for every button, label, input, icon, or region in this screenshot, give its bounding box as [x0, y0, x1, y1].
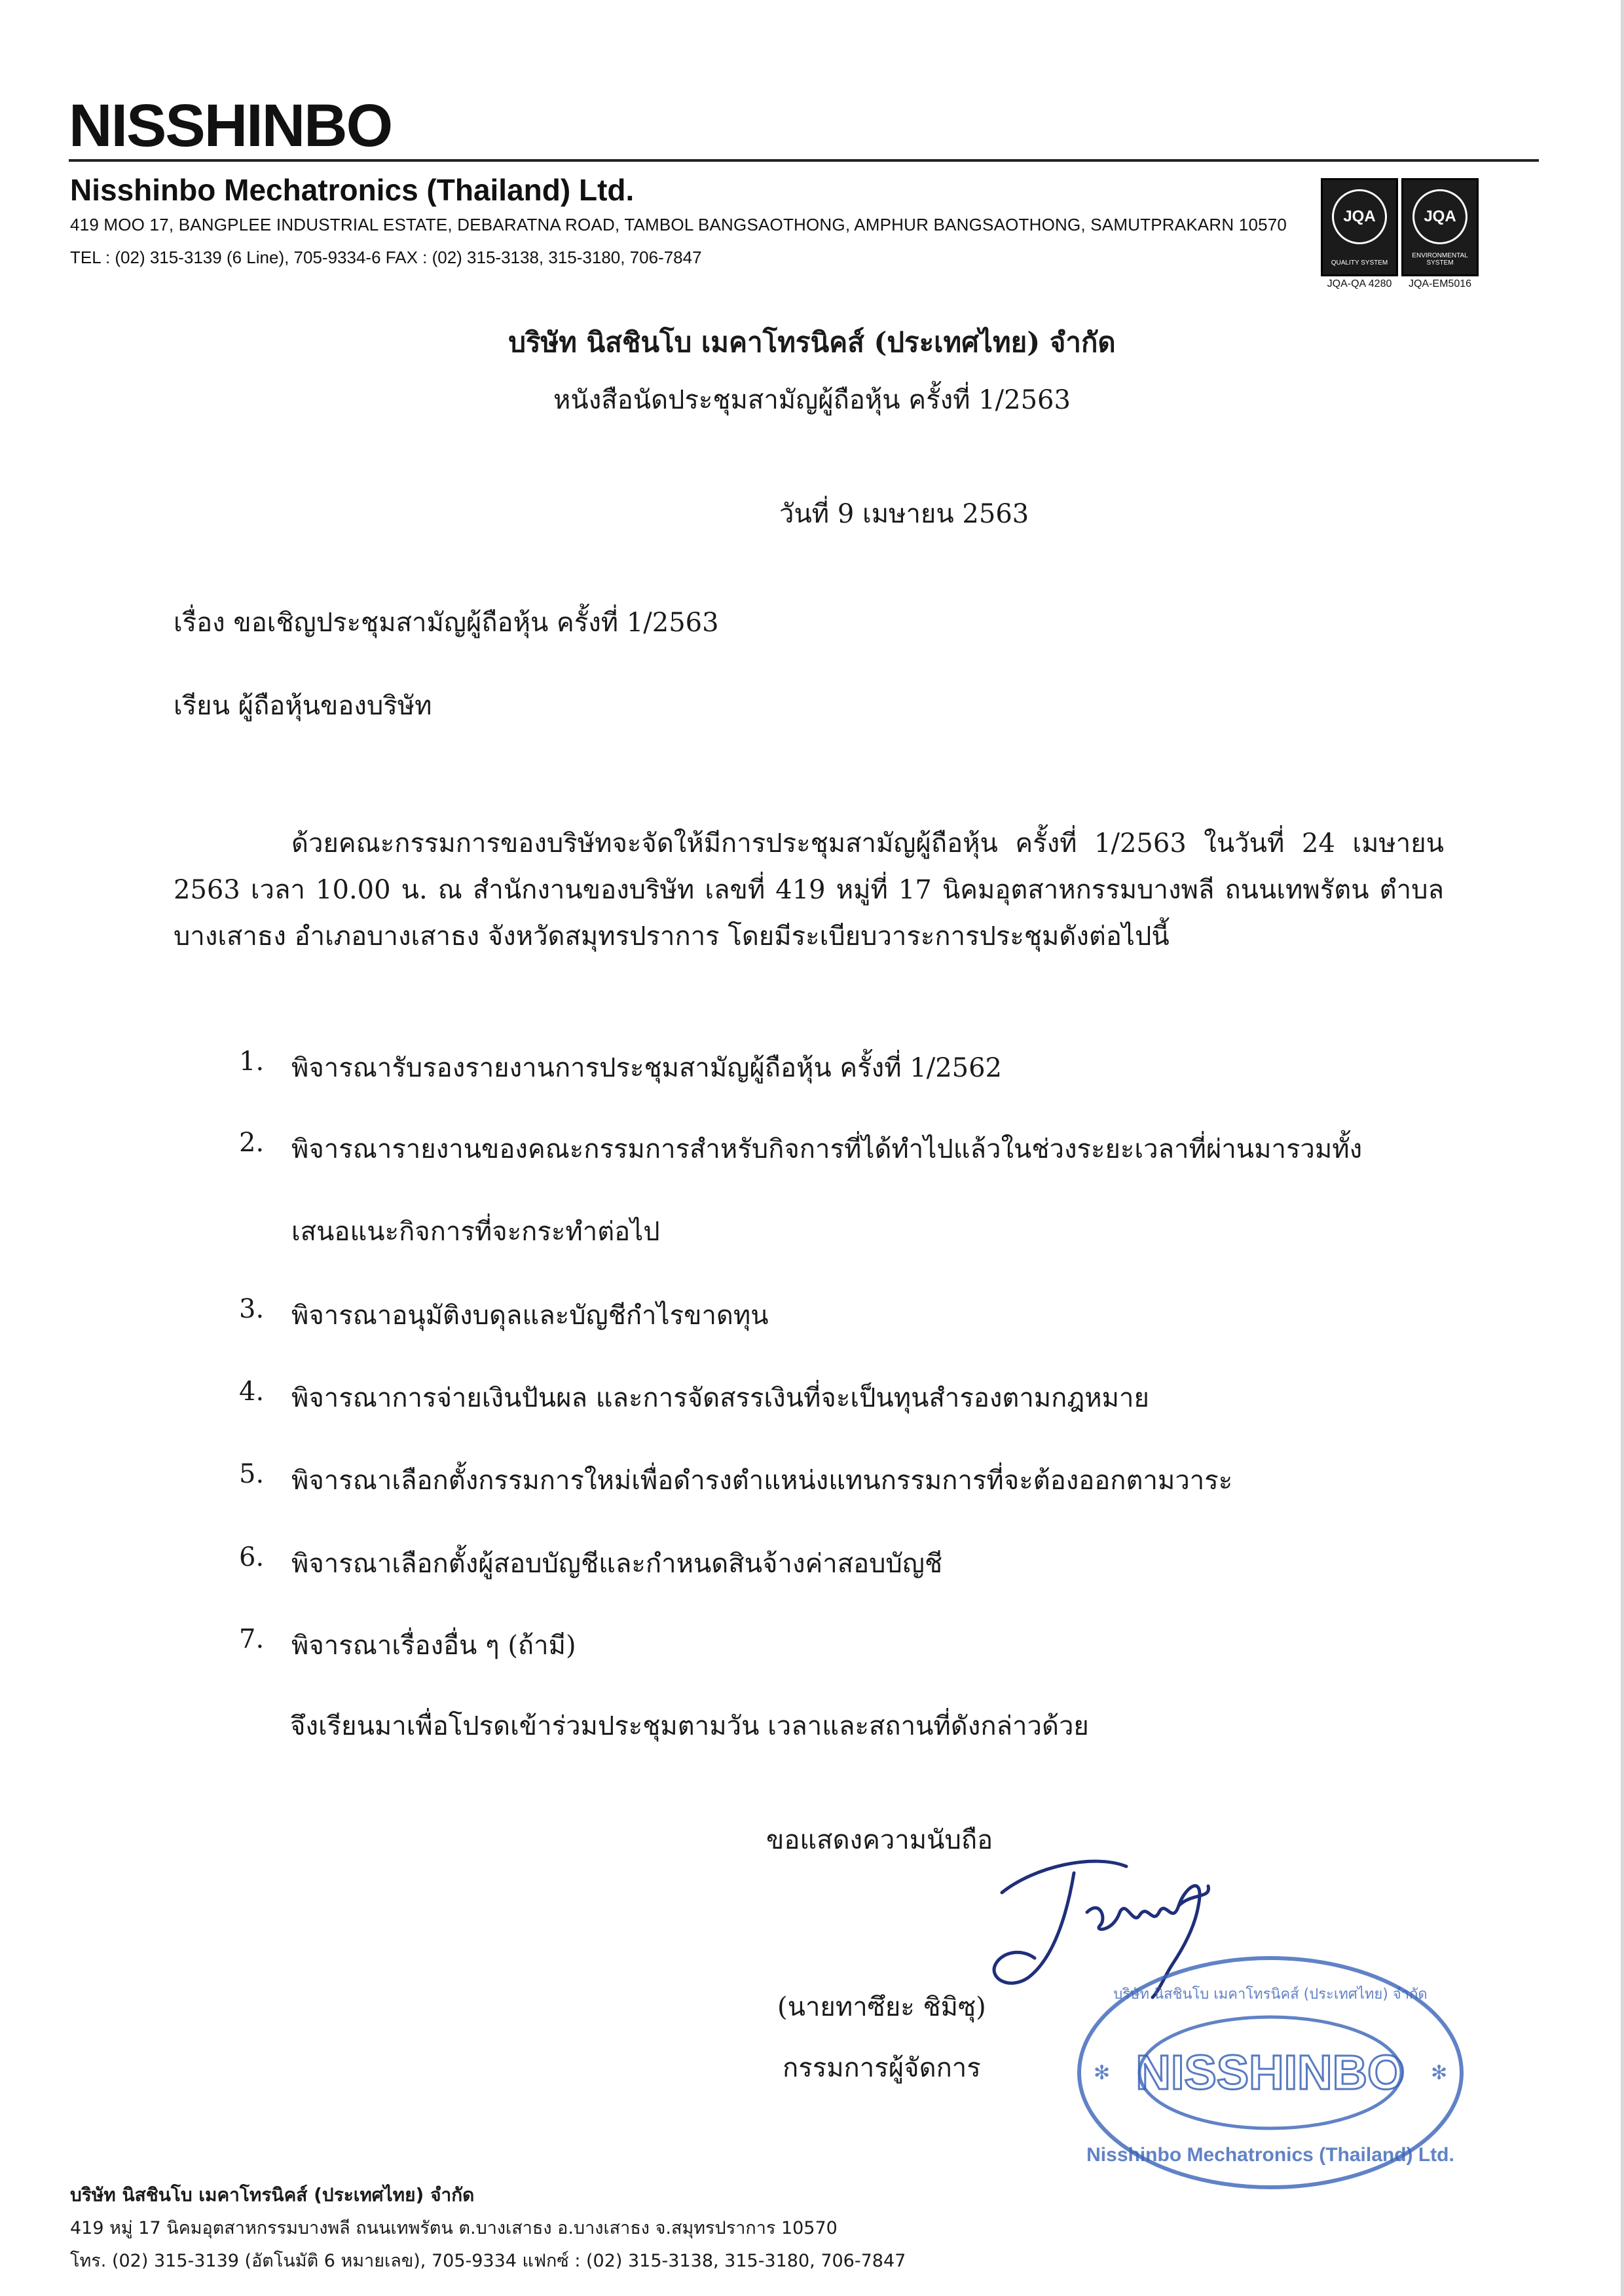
regards-line: ขอแสดงความนับถือ: [766, 1825, 993, 1855]
agenda-number: 6.: [239, 1542, 265, 1572]
page-edge: [1621, 0, 1624, 2296]
agenda-number: 4.: [239, 1377, 265, 1407]
logo-text: NISSHINBO: [69, 92, 392, 159]
cert-code: JQA-QA 4280: [1327, 278, 1392, 289]
cert-code: JQA-EM5016: [1408, 278, 1472, 289]
agenda-text: พิจารณาเรื่องอื่น ๆ (ถ้ามี): [291, 1631, 576, 1661]
quality-cert-badge: [1321, 178, 1398, 276]
header-divider: [69, 159, 1539, 162]
signer-name: (นายทาซึยะ ชิมิซุ): [777, 1992, 986, 2022]
environment-cert-badge: [1401, 178, 1479, 276]
agenda-text: พิจารณาการจ่ายเงินปันผล และการจัดสรรเงินที่จะเป็นทุนสำรองตามกฎหมาย: [291, 1383, 1149, 1413]
agenda-text: พิจารณาอนุมัติงบดุลและบัญชีกำไรขาดทุน: [291, 1301, 769, 1331]
company-stamp: [1074, 1952, 1467, 2194]
svg-text:✻: ✻: [1094, 2062, 1111, 2084]
agenda-number: 2.: [239, 1128, 265, 1158]
closing-line: จึงเรียนมาเพื่อโปรดเข้าร่วมประชุมตามวัน เวลาและสถานที่ดังกล่าวด้วย: [290, 1711, 1089, 1741]
intro-text: ด้วยคณะกรรมการของบริษัทจะจัดให้มีการประชุมสามัญผู้ถือหุ้น ครั้งที่ 1/2563 ในวันที่ 24 เมษายน 2563 เวลา 10.00 น. ณ สำนักงานของบริษัท เลขที่ 419 หมู่ที่ 17 นิคมอุตสาหกรรมบางพลี ถนนเทพรัตน ตำบลบางเสาธง อำเภอบางเสาธง จังหวัดสมุทรปราการ โดยมีระเบียบวาระการประชุมดังต่อไปนี้: [174, 828, 1444, 952]
company-name-en: Nisshinbo Mechatronics (Thailand) Ltd.: [70, 173, 635, 207]
company-contact-en: TEL : (02) 315-3139 (6 Line), 705-9334-6 FAX : (02) 315-3138, 315-3180, 706-7847: [70, 248, 702, 267]
cert-caption: QUALITY SYSTEM: [1331, 259, 1388, 267]
document-title: หนังสือนัดประชุมสามัญผู้ถือหุ้น ครั้งที่ 1/2563: [553, 385, 1071, 415]
agenda-text: เสนอแนะกิจการที่จะกระทำต่อไป: [291, 1217, 660, 1247]
svg-text:บริษัท นิสชินโบ เมคาโทรนิคส์ (: บริษัท นิสชินโบ เมคาโทรนิคส์ (ประเทศไทย) จำกัด: [1113, 1986, 1428, 2003]
svg-text:NISSHINBO: NISSHINBO: [1135, 2045, 1405, 2100]
agenda-text: พิจารณาเลือกตั้งกรรมการใหม่เพื่อดำรงตำแหน่งแทนกรรมการที่จะต้องออกตามวาระ: [291, 1466, 1233, 1496]
agenda-number: 7.: [239, 1624, 265, 1654]
signer-title: กรรมการผู้จัดการ: [783, 2053, 981, 2083]
cert-caption: ENVIRONMENTAL SYSTEM: [1412, 252, 1468, 267]
intro-paragraph: [174, 821, 1444, 960]
agenda-text: พิจารณาเลือกตั้งผู้สอบบัญชีและกำหนดสินจ้างค่าสอบบัญชี: [291, 1549, 943, 1579]
company-name-th: บริษัท นิสชินโบ เมคาโทรนิคส์ (ประเทศไทย) จำกัด: [508, 326, 1116, 358]
footer-company-name: บริษัท นิสชินโบ เมคาโทรนิคส์ (ประเทศไทย) จำกัด: [70, 2184, 475, 2206]
jqa-icon: JQA: [1412, 189, 1467, 244]
agenda-number: 5.: [239, 1459, 265, 1489]
company-logo: [69, 92, 392, 160]
company-address-en: 419 MOO 17, BANGPLEE INDUSTRIAL ESTATE, DEBARATNA ROAD, TAMBOL BANGSAOTHONG, AMPHUR BANGSAOTHONG, SAMUTPRAKARN 10570: [70, 215, 1287, 234]
agenda-text: พิจารณารับรองรายงานการประชุมสามัญผู้ถือหุ้น ครั้งที่ 1/2562: [291, 1053, 1002, 1083]
jqa-icon: JQA: [1332, 189, 1387, 244]
subject-line: เรื่อง ขอเชิญประชุมสามัญผู้ถือหุ้น ครั้งที่ 1/2563: [174, 608, 719, 638]
footer-contact: โทร. (02) 315-3139 (อัตโนมัติ 6 หมายเลข), 705-9334 แฟกซ์ : (02) 315-3138, 315-3180, 706-7847: [70, 2251, 906, 2271]
svg-text:✻: ✻: [1431, 2062, 1448, 2084]
document-date: วันที่ 9 เมษายน 2563: [779, 499, 1029, 529]
recipient-line: เรียน ผู้ถือหุ้นของบริษัท: [174, 691, 432, 721]
agenda-number: 1.: [239, 1046, 265, 1077]
svg-text:Nisshinbo Mechatronics (Thaila: Nisshinbo Mechatronics (Thailand) Ltd.: [1086, 2144, 1454, 2166]
agenda-number: 3.: [239, 1294, 265, 1324]
agenda-text: พิจารณารายงานของคณะกรรมการสำหรับกิจการที่ได้ทำไปแล้วในช่วงระยะเวลาที่ผ่านมารวมทั้ง: [291, 1134, 1363, 1164]
footer-address: 419 หมู่ 17 นิคมอุตสาหกรรมบางพลี ถนนเทพรัตน ต.บางเสาธง อ.บางเสาธง จ.สมุทรปราการ 10570: [70, 2218, 838, 2238]
